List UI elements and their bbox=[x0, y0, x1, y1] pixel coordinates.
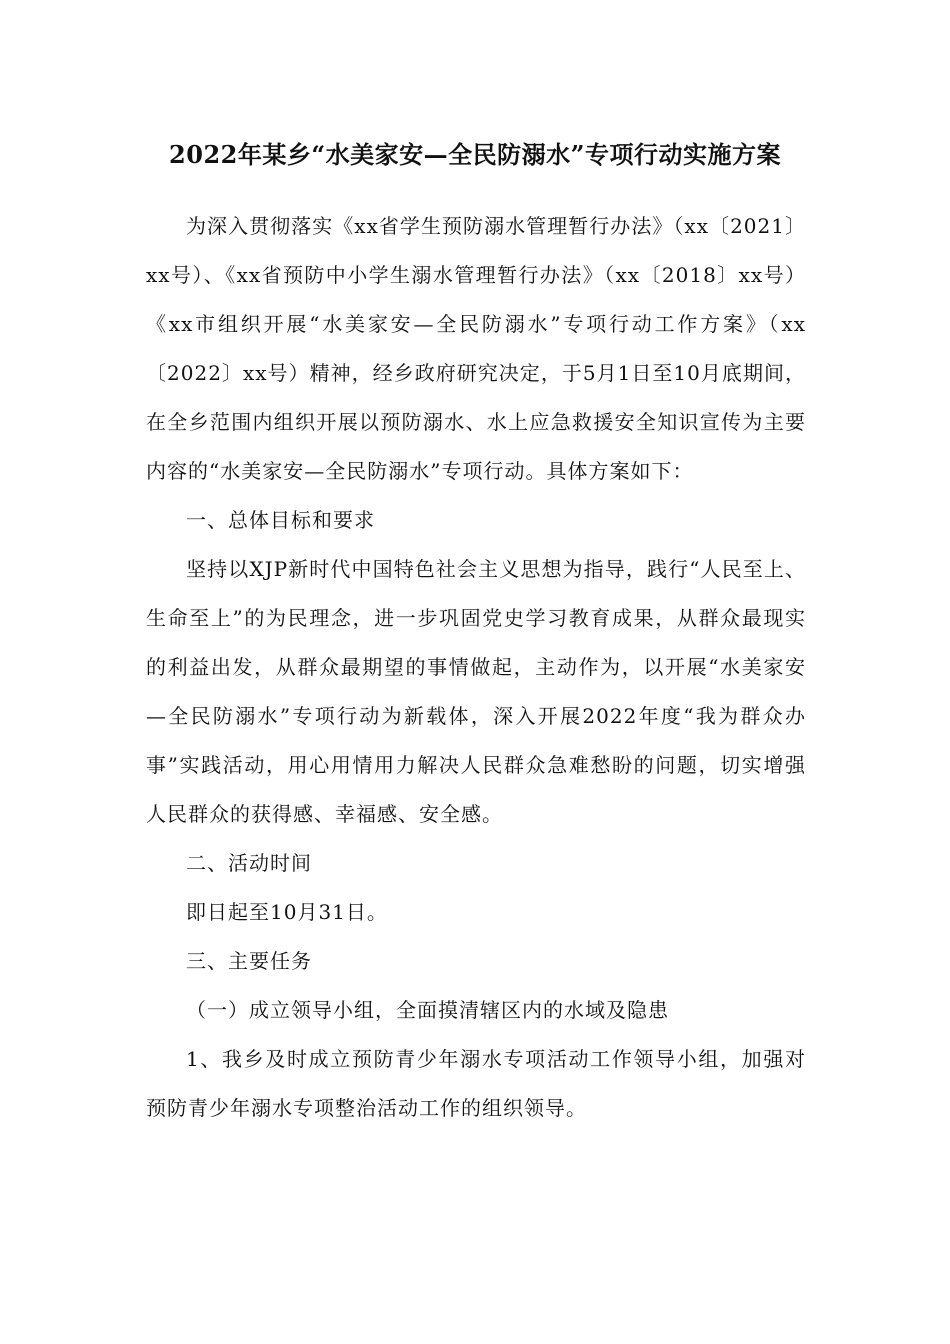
paragraph-task-1: 1、我乡及时成立预防青少年溺水专项活动工作领导小组，加强对预防青少年溺水专项整治活动工作的组织领导。 bbox=[146, 1047, 806, 1120]
section-heading-3: 三、主要任务 bbox=[186, 949, 312, 973]
paragraph-time: 即日起至10月31日。 bbox=[186, 900, 388, 924]
document-body bbox=[146, 202, 806, 1133]
subsection-heading-1: （一）成立领导小组，全面摸清辖区内的水域及隐患 bbox=[186, 998, 669, 1022]
document-title: 2022年某乡“水美家安—全民防溺水”专项行动实施方案 bbox=[169, 140, 781, 169]
section-heading-2: 二、活动时间 bbox=[186, 851, 312, 875]
section-heading-1: 一、总体目标和要求 bbox=[186, 508, 375, 532]
paragraph-intro: 为深入贯彻落实《xx省学生预防溺水管理暂行办法》（xx〔2021〕xx号）、《xx省预防中小学生溺水管理暂行办法》（xx〔2018〕xx号）《xx市组织开展“水美家安—全民防溺水”专项行动工作方案》（xx〔2022〕xx号）精神，经乡政府研究决定，于5月1日至10月底期间，在全乡范围内组织开展以预防溺水、水上应急救援安全知识宣传为主要内容的“水美家安—全民防溺水”专项行动。具体方案如下： bbox=[146, 214, 806, 483]
paragraph-goals: 坚持以XJP新时代中国特色社会主义思想为指导，践行“人民至上、生命至上”的为民理念，进一步巩固党史学习教育成果，从群众最现实的利益出发，从群众最期望的事情做起，主动作为，以开展“水美家安—全民防溺水”专项行动为新载体，深入开展2022年度“我为群众办事”实践活动，用心用情用力解决人民群众急难愁盼的问题，切实增强人民群众的获得感、幸福感、安全感。 bbox=[146, 557, 806, 826]
